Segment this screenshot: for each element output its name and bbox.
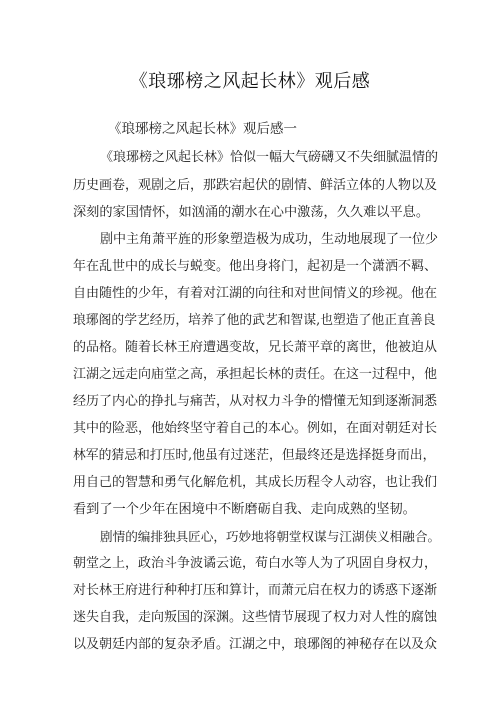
document-title: 《琅琊榜之风起长林》观后感 <box>129 71 371 92</box>
paragraph-line: 年在乱世中的成长与蜕变。他出身将门，起初是一个潇洒不羁、 <box>73 259 438 274</box>
paragraph-line: 历史画卷，观剧之后，那跌宕起伏的剧情、鲜活立体的人物以及 <box>73 178 438 193</box>
paragraph-line: 其中的险恶，他始终坚守着自己的本心。例如，在面对朝廷对长 <box>73 421 438 436</box>
paragraph-line: 剧情的编排独具匠心，巧妙地将朝堂权谋与江湖侠义相融合。 <box>100 529 441 544</box>
paragraph-line: 自由随性的少年，有着对江湖的向往和对世间情义的珍视。他在 <box>73 286 438 301</box>
paragraph-line: 琅琊阁的学艺经历，培养了他的武艺和智谋,也塑造了他正直善良 <box>73 313 436 328</box>
paragraph-line: 的品格。随着长林王府遭遇变故，兄长萧平章的离世，他被迫从 <box>73 340 438 355</box>
paragraph-line: 深刻的家国情怀，如汹涌的潮水在心中激荡，久久难以平息。 <box>73 205 430 220</box>
paragraph-line: 江湖之远走向庙堂之高，承担起长林的责任。在这一过程中，他 <box>73 367 438 382</box>
paragraph-line: 剧中主角萧平旌的形象塑造极为成功，生动地展现了一位少 <box>100 232 439 247</box>
paragraph-line: 朝堂之上，政治斗争波谲云诡，荀白水等人为了巩固自身权力， <box>73 556 438 571</box>
paragraph-line: 《琅琊榜之风起长林》恰似一幅大气磅礴又不失细腻温情的 <box>100 150 439 165</box>
paragraph-line: 看到了一个少年在困境中不断磨砺自我、走向成熟的坚韧。 <box>73 502 416 517</box>
paragraph-line: 迷失自我，走向叛国的深渊。这些情节展现了权力对人性的腐蚀 <box>73 610 438 625</box>
paragraph-line: 用自己的智慧和勇气化解危机，其成长历程令人动容，也让我们 <box>73 475 438 490</box>
document-subtitle: 《琅琊榜之风起长林》观后感一 <box>108 121 297 137</box>
paragraph-line: 林军的猜忌和打压时,他虽有过迷茫，但最终还是选择挺身而出， <box>73 448 436 463</box>
paragraph-line: 以及朝廷内部的复杂矛盾。江湖之中，琅琊阁的神秘存在以及众 <box>73 637 438 652</box>
paragraph-line: 对长林王府进行种种打压和算计，而萧元启在权力的诱惑下逐渐 <box>73 583 438 598</box>
paragraph-line: 经历了内心的挣扎与痛苦，从对权力斗争的懵懂无知到逐渐洞悉 <box>73 394 438 409</box>
